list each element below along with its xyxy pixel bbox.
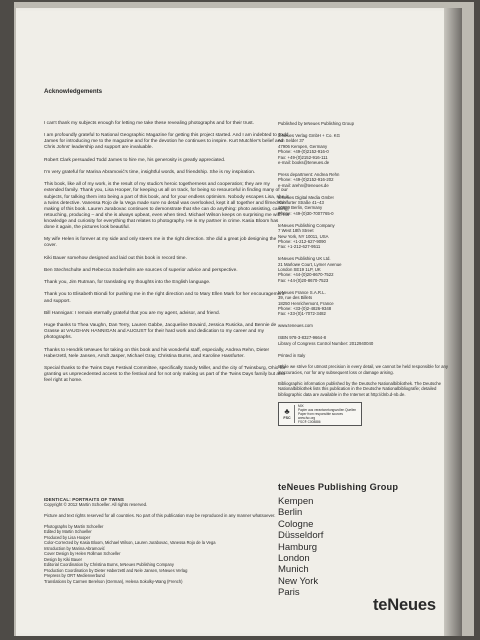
city-name: Düsseldorf bbox=[278, 530, 324, 542]
address-line: Fax: +49-(0)2152-916-111 bbox=[278, 154, 328, 160]
address-line: London SE19 1LP, UK bbox=[278, 267, 321, 273]
acknowledgement-paragraph: I can't thank my subjects enough for letting me take these revealing photographs and for their trust. bbox=[44, 121, 254, 126]
colophon bbox=[44, 497, 284, 584]
credit-line: Color-Corrected by Kasia Bloom, Michael Wilson, Lauren Jurabovac, Vanessa Rojo de la Vega bbox=[44, 540, 216, 546]
credit-line: Introduction by Marina Abramović bbox=[44, 545, 105, 551]
copyright-line: Copyright © 2012 Martin Schoeller. All rights reserved. bbox=[44, 502, 148, 507]
fsc-line: www.fsc.org bbox=[298, 416, 316, 421]
address-line: Phone: +1-212-627-9090 bbox=[278, 238, 326, 244]
address-line: Phone: +49-(0)2152-916-0 bbox=[278, 149, 329, 155]
credit-line: Produced by Lisa Hooper bbox=[44, 534, 91, 540]
address-line: www.teneues.com bbox=[278, 323, 313, 329]
publisher-address-block bbox=[278, 223, 454, 250]
fsc-line: Paper from responsible sources bbox=[298, 412, 344, 417]
city-name: Berlin bbox=[278, 507, 303, 519]
address-line: teNeues France S.A.R.L. bbox=[278, 289, 326, 295]
address-line: teNeues Publishing Company bbox=[278, 222, 335, 228]
acknowledgement-paragraph: Huge thanks to Thea Vaughn, Dan Terry, Lauren Gabbe, Jacqueline Bovaird, Jessica Rusicka, and Bennie de Grasse at VAUGHAN HANNIGAN and AUGUST for their hard work and dedication to my career and my photographs. bbox=[44, 323, 277, 341]
publisher-address-block bbox=[278, 256, 454, 283]
tree-icon: ♣ bbox=[284, 407, 290, 417]
legal-paragraph: While we strive for utmost precision in every detail, we cannot be held responsible for any inaccuracies, nor for any subsequent loss or damage arising. bbox=[278, 364, 449, 375]
city-name: Paris bbox=[278, 587, 300, 599]
address-line: Library of Congress Control Number: 2012940040 bbox=[278, 340, 374, 346]
book-page bbox=[16, 8, 462, 636]
publisher-column bbox=[278, 121, 454, 426]
city-name: Kempen bbox=[278, 496, 314, 507]
acknowledgement-paragraph: This book, like all of my work, is the result of my studio's heroic togetherness and cooperation; they are my extended family. Thank you, Lisa Hooper, for keeping us all on track, for being so resourceful in finding many of our subjects, for talking them into being a part of this book, and for your endless optimism. Nobody escapes Lisa, she is a twins detective. Vanessa Rojo de la Vega made sure no detail was overlooked, kept it all together and filmed the making of this book. Lauren Jurabovac continues to demonstrate that she can do anything: photo assisting, casting, retouching, producing – and she is always upbeat, even when tired. Michael Wilson keeps on surprising me with his knowledge and curiosity for everything that relates to photography. He is my partner in crime. Kasia Bloom has done it again, the pictures look beautiful. bbox=[44, 182, 290, 230]
publisher-address-block bbox=[278, 353, 454, 358]
address-line: Fax: +33-(0)1-7072-3482 bbox=[278, 311, 326, 317]
address-line: Printed in Italy bbox=[278, 352, 306, 358]
address-line: Press department: Andrea Rehn bbox=[278, 171, 340, 177]
acknowledgement-paragraph: Thanks to Hendrik teNeues for taking on this book and his wonderful staff, especially, Andrea Rehn, Dieter Haberzettl, Nele Jansen, Arndt Jasper, Michael Gray, Christina Burns, and Karoline Hassfurter. bbox=[44, 347, 270, 359]
credit-line: Edited by Martin Schoeller bbox=[44, 529, 92, 535]
address-line: 18250 Henrichemont, France bbox=[278, 300, 334, 306]
credit-line: Photographs by Martin Schoeller bbox=[44, 523, 104, 529]
publisher-addresses bbox=[278, 121, 454, 358]
acknowledgement-paragraph: Special thanks to the Twins Days Festival Committee, specifically Sandy Miller, and the city of Twinsburg, Ohio for granting us unprecedented access to the festival and for not only making us part of the Twins Days family but also feel right at home. bbox=[44, 365, 286, 384]
credit-line: Prepress by ORT Medienverbund bbox=[44, 573, 105, 579]
address-line: 47906 Kempen, Germany bbox=[278, 143, 328, 149]
address-line: ISBN 978-3-8327-9664-8 bbox=[278, 335, 327, 341]
publisher-address-block bbox=[278, 133, 454, 165]
fsc-line: FSC® C008886 bbox=[298, 420, 321, 425]
publisher-address-block bbox=[278, 323, 454, 328]
city-name: Hamburg bbox=[278, 541, 318, 553]
address-line: teNeues Verlag GmbH + Co. KG bbox=[278, 132, 340, 138]
address-line: Am Selder 37 bbox=[278, 138, 305, 144]
acknowledgements-column bbox=[44, 121, 290, 390]
acknowledgement-paragraph: Ben Stechschulte and Rebecca Soderholm are sources of superior advice and perspective. bbox=[44, 267, 238, 273]
fsc-badge bbox=[278, 402, 362, 426]
acknowledgement-paragraph: Robert Clark persuaded Todd James to hire me, his generosity is greatly appreciated. bbox=[44, 157, 226, 163]
address-line: Phone: +49-(0)2152-916-202 bbox=[278, 177, 334, 183]
acknowledgement-paragraph: Thank you to Elisabeth Biondi for pushing me in the right direction and to Mary Ellen Mark for her encouragement and support. bbox=[44, 292, 285, 304]
address-line: Fax: +1-212-627-9511 bbox=[278, 244, 321, 250]
acknowledgement-paragraph: Thank you, Jim Rutman, for translating my thoughts into the English language. bbox=[44, 280, 211, 286]
address-line: Published by teNeues Publishing Group bbox=[278, 121, 354, 126]
legal-paragraph: Bibliographic information published by the Deutsche Nationalbibliothek. The Deutsche Nationalbibliothek lists this publication in the Deutsche Nationalbibliografie; detailed bibliographic data are available in the Internet at http://dnb.d-nb.de. bbox=[278, 380, 442, 397]
credit-line: Translations by Carmen Berelson (German), Helena Sokolky-Wang (French) bbox=[44, 578, 183, 584]
publisher-address-block bbox=[278, 121, 454, 126]
address-line: e-mail: arehn@teneues.de bbox=[278, 182, 329, 188]
credit-line: Cover Design by Helen Rollman Schoeller bbox=[44, 551, 121, 557]
address-line: 7 West 18th Street bbox=[278, 228, 314, 234]
address-line: Kohlfurter Straße 41–43 bbox=[278, 199, 324, 205]
city-name: New York bbox=[278, 575, 319, 587]
address-line: teNeues Digital Media GmbH bbox=[278, 194, 334, 200]
rights-statement: Picture and text rights reserved for all countries. No part of this publication may be reproduced in any manner whatsoever. bbox=[44, 512, 276, 518]
acknowledgement-paragraph: My wife Helen is forever at my side and only steers me in the right direction. She did a great job designing the cover. bbox=[44, 237, 277, 249]
credit-line: Editorial Coordination by Christina Burns, teNeues Publishing Company bbox=[44, 562, 174, 568]
teneues-logo: teNeues bbox=[373, 596, 436, 614]
address-line: Phone: +49-(0)30-7007765-0 bbox=[278, 210, 334, 216]
fsc-line: MIX bbox=[298, 404, 304, 409]
credit-line: Production Coordination by Dieter Haberzettl and Nele Jansen, teNeues Verlag bbox=[44, 567, 188, 573]
acknowledgement-paragraph: Kiki Bauer somehow designed and laid out this book in record time. bbox=[44, 255, 187, 261]
address-line: Fax: +44-(0)20-8670-7523 bbox=[278, 277, 329, 283]
credit-line: Design by Kiki Bauer bbox=[44, 556, 82, 562]
address-line: Phone: +33-(0)2-4826-9348 bbox=[278, 305, 332, 311]
acknowledgement-paragraph: Bill Hannigan: I remain eternally grateful that you are my agent, advisor, and friend. bbox=[44, 310, 220, 316]
publisher-address-block bbox=[278, 172, 454, 188]
acknowledgement-paragraph: I am profoundly grateful to National Geographic Magazine for getting this project started. And I am indebted to Todd James for introducing me to the magazine and for the devotion he continues to inspire. Kurt Mutchler's belief and Chris Johns' leadership and support are invaluable. bbox=[44, 133, 289, 151]
fsc-logo-text: FSC bbox=[283, 416, 291, 421]
address-line: Phone: +44-(0)20-8670-7522 bbox=[278, 272, 334, 278]
address-line: e-mail: books@teneues.de bbox=[278, 159, 330, 165]
page-heading: Acknowledgements bbox=[44, 88, 103, 95]
publisher-cities bbox=[278, 496, 323, 599]
address-line: 39, rue des Billets bbox=[278, 295, 313, 301]
address-line: 10999 Berlin, Germany bbox=[278, 205, 323, 211]
acknowledgement-paragraph: I'm very grateful for Marina Abramović's time, insightful words, and friendship. She is my inspiration. bbox=[44, 170, 256, 176]
fsc-logo bbox=[280, 405, 295, 423]
address-line: 21 Marlowe Court, Lymer Avenue bbox=[278, 261, 342, 267]
address-line: New York, NY 10011, USA bbox=[278, 233, 329, 239]
publisher-group-title: teNeues Publishing Group bbox=[278, 482, 399, 492]
address-line: teNeues Publishing UK Ltd. bbox=[278, 256, 331, 262]
city-name: London bbox=[278, 553, 310, 565]
publisher-address-block bbox=[278, 335, 454, 346]
publisher-address-block bbox=[278, 290, 454, 317]
legal-notices bbox=[278, 364, 454, 397]
city-name: Munich bbox=[278, 564, 309, 576]
fsc-text bbox=[298, 404, 356, 424]
publisher-address-block bbox=[278, 195, 454, 217]
fsc-line: Papier aus verantwortungsvollen Quellen bbox=[298, 408, 357, 413]
credits-list bbox=[44, 524, 284, 585]
book-title: IDENTICAL: PORTRAITS OF TWINS bbox=[44, 497, 124, 502]
city-name: Cologne bbox=[278, 518, 314, 530]
